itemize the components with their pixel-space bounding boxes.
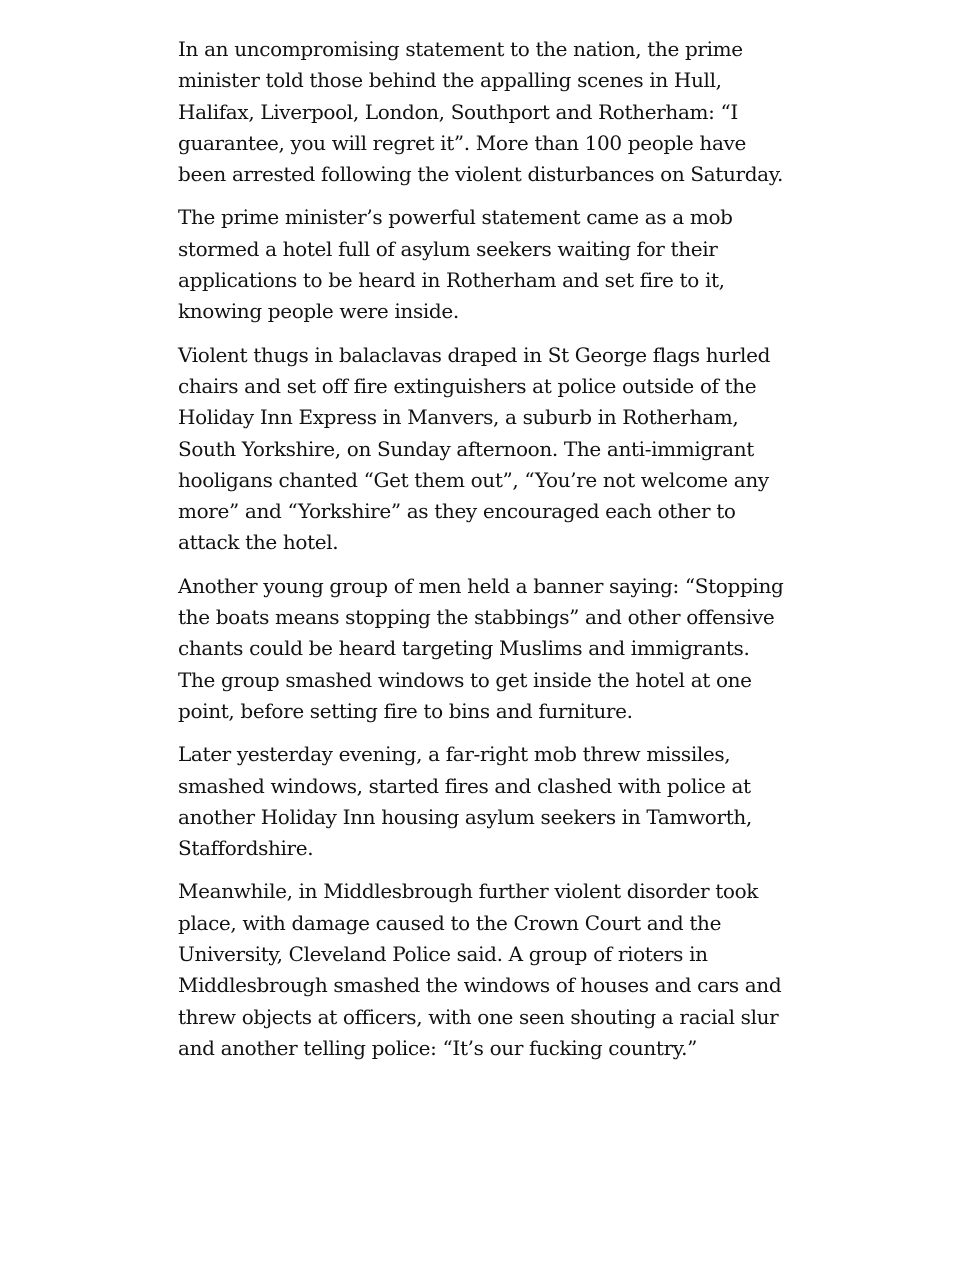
article-paragraph: Later yesterday evening, a far-right mob threw missiles, smashed windows, started fires and clashed with police at another Holiday Inn housing asylum seekers in Tamworth, Staffordshire. <box>178 742 752 861</box>
article-body <box>178 34 790 1076</box>
article-paragraph: Another young group of men held a banner saying: “Stopping the boats means stopping the stabbings” and other offensive chants could be heard targeting Muslims and immigrants. The group smashed windows to get inside the hotel at one point, before setting fire to bins and furniture. <box>178 573 784 723</box>
article-paragraph: Violent thugs in balaclavas draped in St George flags hurled chairs and set off fire extinguishers at police outside of the Holiday Inn Express in Manvers, a suburb in Rotherham, South Yorkshire, on Sunday afternoon. The anti-immigrant hooligans chanted “Get them out”, “You’re not welcome any more” and “Yorkshire” as they encouraged each other to attack the hotel. <box>178 342 771 555</box>
article-paragraph: Meanwhile, in Middlesbrough further violent disorder took place, with damage caused to the Crown Court and the University, Cleveland Police said. A group of rioters in Middlesbrough smashed the windows of houses and cars and threw objects at officers, with one seen shouting a racial slur and another telling police: “It’s our fucking country.” <box>178 879 782 1060</box>
article-paragraph: In an uncompromising statement to the nation, the prime minister told those behind the appalling scenes in Hull, Halifax, Liverpool, London, Southport and Rotherham: “I guarantee, you will regret it”. More than 100 people have been arrested following the violent disturbances on Saturday. <box>178 37 784 187</box>
article-paragraph: The prime minister’s powerful statement came as a mob stormed a hotel full of asylum seekers waiting for their applications to be heard in Rotherham and set fire to it, knowing people were inside. <box>178 205 733 324</box>
